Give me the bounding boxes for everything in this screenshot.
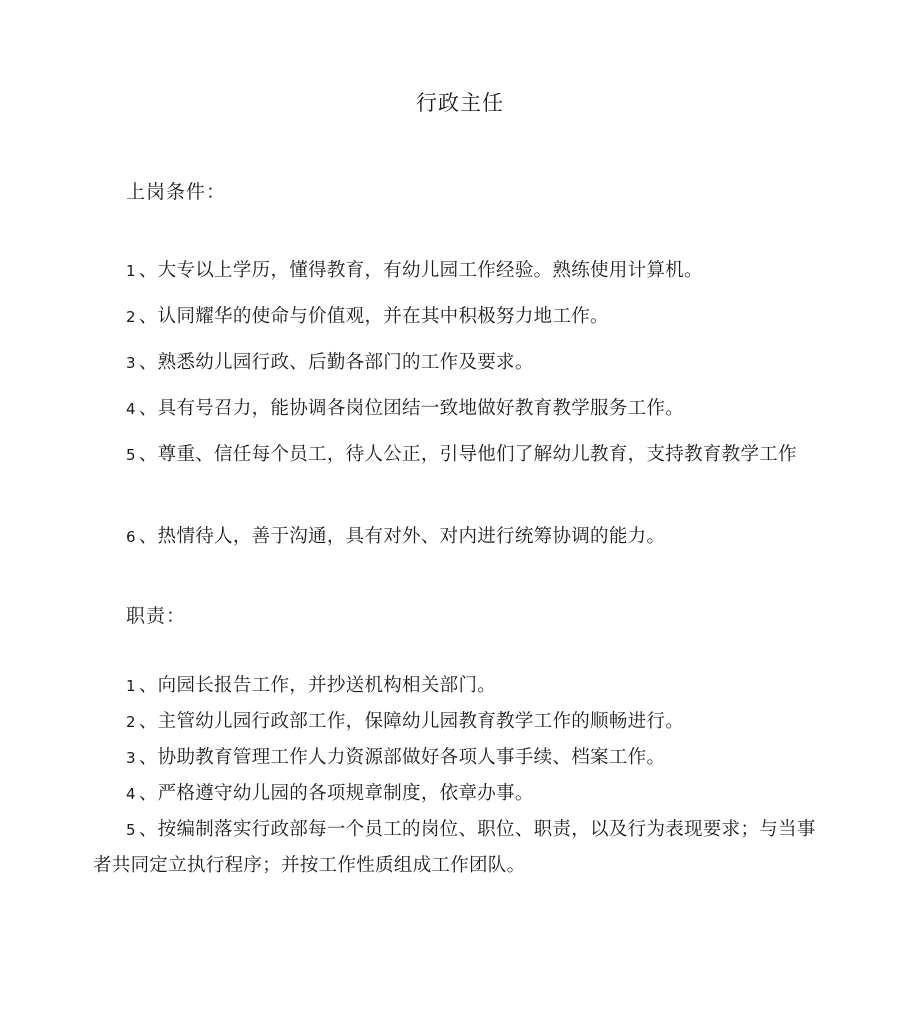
condition-item-5: [93, 437, 833, 473]
item-text: 、尊重、信任每个员工，待人公正，引导他们了解幼儿教育，支持教育教学工作: [138, 444, 797, 465]
duty-item-1: [93, 668, 833, 704]
item-number: 5: [126, 446, 136, 464]
condition-item-4: [93, 391, 833, 427]
condition-item-6: [93, 519, 833, 555]
duty-item-5: [93, 812, 833, 883]
item-text: 、主管幼儿园行政部工作，保障幼儿园教育教学工作的顺畅进行。: [138, 711, 685, 732]
item-number: 3: [126, 749, 136, 767]
duty-item-3: [93, 740, 833, 776]
item-number: 2: [126, 713, 136, 731]
item-number: 3: [126, 354, 136, 372]
item-number: 1: [126, 677, 136, 695]
item-number: 4: [126, 400, 136, 418]
item-text: 、热情待人，善于沟通，具有对外、对内进行统筹协调的能力。: [138, 526, 666, 547]
item-text: 、大专以上学历，懂得教育，有幼儿园工作经验。熟练使用计算机。: [138, 260, 703, 281]
condition-item-1: [93, 253, 833, 289]
item-number: 6: [126, 528, 136, 546]
item-number: 4: [126, 785, 136, 803]
condition-item-3: [93, 345, 833, 381]
item-text: 、协助教育管理工作人力资源部做好各项人事手续、档案工作。: [138, 747, 666, 768]
item-text: 、具有号召力，能协调各岗位团结一致地做好教育教学服务工作。: [138, 398, 685, 419]
document-title: 行政主任: [416, 91, 504, 115]
item-text: 、向园长报告工作，并抄送机构相关部门。: [138, 675, 497, 696]
item-text: 、按编制落实行政部每一个员工的岗位、职位、职责，以及行为表现要求；与当事者共同定立执行程序；并按工作性质组成工作团队。: [93, 819, 816, 876]
duty-item-4: [93, 776, 833, 812]
item-number: 5: [126, 821, 136, 839]
condition-item-2: [93, 299, 833, 335]
item-number: 2: [126, 308, 136, 326]
item-number: 1: [126, 262, 136, 280]
conditions-heading: 上岗条件：: [126, 181, 227, 203]
item-text: 、认同耀华的使命与价值观，并在其中积极努力地工作。: [138, 306, 609, 327]
item-text: 、严格遵守幼儿园的各项规章制度，依章办事。: [138, 783, 534, 804]
duties-heading: 职责：: [126, 605, 187, 627]
duty-item-2: [93, 704, 833, 740]
item-text: 、熟悉幼儿园行政、后勤各部门的工作及要求。: [138, 352, 534, 373]
